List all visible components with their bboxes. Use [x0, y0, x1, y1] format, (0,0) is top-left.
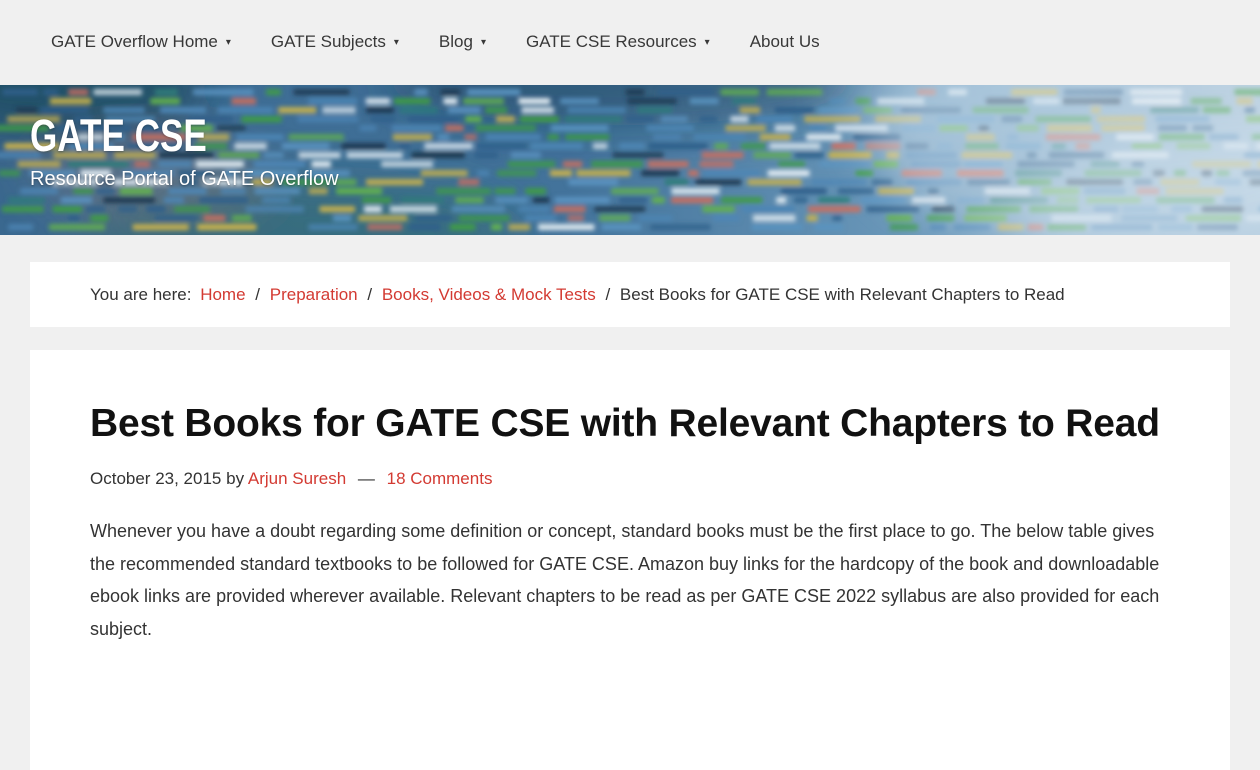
nav-item-label: Blog — [439, 33, 473, 50]
nav-li — [750, 33, 820, 52]
nav-item-blog[interactable] — [439, 33, 486, 50]
hero-banner — [0, 85, 1260, 235]
article-card — [30, 350, 1230, 770]
post-meta — [90, 467, 1170, 490]
nav-li — [439, 33, 486, 52]
site-tagline: Resource Portal of GATE Overflow — [30, 168, 339, 190]
nav-item-label: About Us — [750, 33, 820, 50]
nav-menu — [51, 33, 820, 52]
post-date: October 23, 2015 — [90, 469, 221, 488]
chevron-down-icon: ▾ — [481, 38, 486, 48]
nav-li — [526, 33, 710, 52]
meta-dash: — — [358, 469, 375, 488]
breadcrumb-separator: / — [255, 285, 260, 304]
breadcrumb-separator: / — [367, 285, 372, 304]
breadcrumb — [30, 262, 1230, 327]
nav-item-label: GATE Overflow Home — [51, 33, 218, 50]
comments-link[interactable]: 18 Comments — [387, 469, 493, 488]
nav-item-gate-subjects[interactable] — [271, 33, 399, 50]
nav-item-label: GATE CSE Resources — [526, 33, 697, 50]
breadcrumb-link-books-videos-mock-tests[interactable]: Books, Videos & Mock Tests — [382, 285, 596, 304]
nav-item-label: GATE Subjects — [271, 33, 386, 50]
breadcrumb-link-home[interactable]: Home — [200, 285, 245, 304]
breadcrumb-link-preparation[interactable]: Preparation — [270, 285, 358, 304]
site-branding — [30, 112, 339, 190]
breadcrumb-prefix: You are here: — [90, 285, 191, 304]
nav-li — [271, 33, 399, 52]
breadcrumb-separator: / — [605, 285, 610, 304]
post-intro-paragraph: Whenever you have a doubt regarding some definition or concept, standard books must be the first place to go. The below table gives the recommended standard textbooks to be followed for GATE CSE. Amazon buy links for the hardcopy of the book and downloadable ebook links are provided wherever available. Relevant chapters to be read as per GATE CSE 2022 syllabus are also provided for each subject. — [90, 515, 1170, 645]
nav-li — [51, 33, 231, 52]
chevron-down-icon: ▾ — [226, 38, 231, 48]
post-title: Best Books for GATE CSE with Relevant Chapters to Read — [90, 397, 1170, 450]
nav-item-about-us[interactable] — [750, 33, 820, 50]
main-navigation — [0, 0, 1260, 85]
chevron-down-icon: ▾ — [394, 38, 399, 48]
chevron-down-icon: ▾ — [705, 38, 710, 48]
site-title[interactable]: GATE CSE — [30, 112, 271, 159]
author-link[interactable]: Arjun Suresh — [248, 469, 346, 488]
byline-label: by — [226, 469, 244, 488]
nav-item-gate-overflow-home[interactable] — [51, 33, 231, 50]
breadcrumb-current-page: Best Books for GATE CSE with Relevant Chapters to Read — [620, 285, 1065, 304]
nav-item-gate-cse-resources[interactable] — [526, 33, 710, 50]
